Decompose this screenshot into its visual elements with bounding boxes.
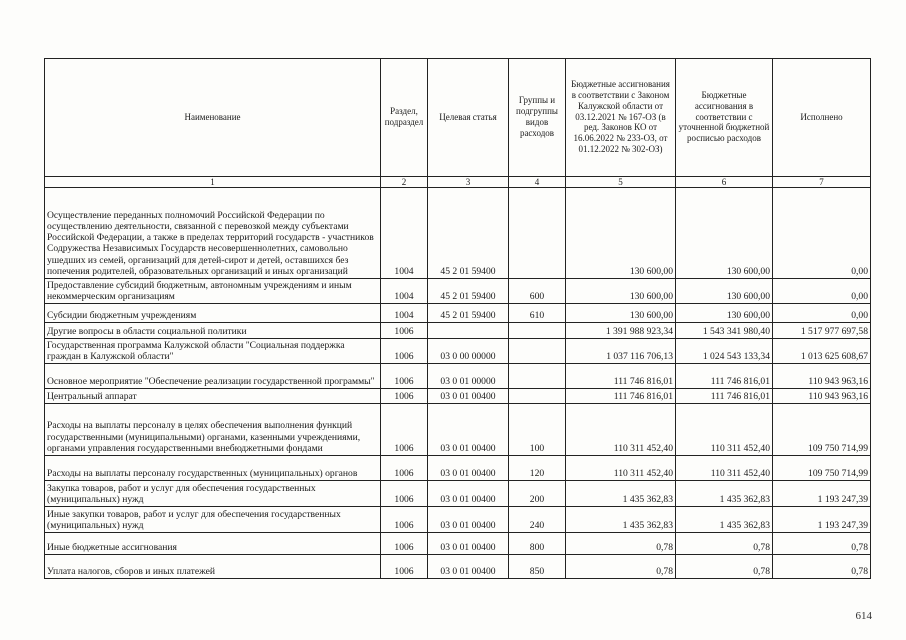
row-name: Иные бюджетные ассигнования: [45, 533, 381, 555]
row-section: 1004: [381, 188, 428, 279]
row-law-amount: 111 746 816,01: [566, 364, 676, 389]
header-target: Целевая статья: [428, 59, 509, 177]
table-row: [45, 304, 871, 323]
row-group: 610: [509, 304, 566, 323]
header-section: Раздел, подраздел: [381, 59, 428, 177]
row-section: 1006: [381, 456, 428, 481]
row-group: [509, 323, 566, 339]
row-target: 45 2 01 59400: [428, 188, 509, 279]
row-executed-amount: 0,78: [773, 555, 871, 579]
row-section: 1006: [381, 404, 428, 456]
column-number: 3: [428, 177, 509, 188]
column-number: 5: [566, 177, 676, 188]
column-number-row: [45, 177, 871, 188]
row-executed-amount: 0,78: [773, 533, 871, 555]
row-executed-amount: 1 193 247,39: [773, 481, 871, 507]
row-name: Другие вопросы в области социальной политики: [45, 323, 381, 339]
table-row: [45, 481, 871, 507]
row-group: 850: [509, 555, 566, 579]
row-executed-amount: 0,00: [773, 188, 871, 279]
row-target: 03 0 01 00000: [428, 364, 509, 389]
row-name: Субсидии бюджетным учреждениям: [45, 304, 381, 323]
header-groups: Группы и подгруппы видов расходов: [509, 59, 566, 177]
row-section: 1006: [381, 507, 428, 533]
row-section: 1006: [381, 323, 428, 339]
row-executed-amount: 109 750 714,99: [773, 456, 871, 481]
header-revised-allocations: Бюджетные ассигнования в соответствии с уточненной бюджетной росписью расходов: [676, 59, 773, 177]
row-revised-amount: 130 600,00: [676, 279, 773, 304]
row-section: 1006: [381, 364, 428, 389]
row-law-amount: 110 311 452,40: [566, 456, 676, 481]
row-law-amount: 0,78: [566, 555, 676, 579]
row-group: 200: [509, 481, 566, 507]
row-law-amount: 110 311 452,40: [566, 404, 676, 456]
table-row: [45, 339, 871, 364]
row-group: 120: [509, 456, 566, 481]
row-revised-amount: 1 543 341 980,40: [676, 323, 773, 339]
row-law-amount: 130 600,00: [566, 279, 676, 304]
column-number: 7: [773, 177, 871, 188]
row-target: [428, 323, 509, 339]
header-name: Наименование: [45, 59, 381, 177]
row-target: 03 0 01 00400: [428, 555, 509, 579]
row-executed-amount: 0,00: [773, 304, 871, 323]
row-revised-amount: 1 435 362,83: [676, 481, 773, 507]
row-section: 1004: [381, 279, 428, 304]
row-target: 45 2 01 59400: [428, 279, 509, 304]
column-number: 6: [676, 177, 773, 188]
table-row: [45, 404, 871, 456]
row-target: 03 0 01 00400: [428, 507, 509, 533]
column-number: 4: [509, 177, 566, 188]
row-name: Центральный аппарат: [45, 389, 381, 404]
header-executed: Исполнено: [773, 59, 871, 177]
row-target: 03 0 01 00400: [428, 481, 509, 507]
row-target: 03 0 01 00400: [428, 533, 509, 555]
table-row: [45, 389, 871, 404]
row-target: 03 0 01 00400: [428, 389, 509, 404]
page-number: 614: [855, 610, 872, 622]
row-section: 1006: [381, 389, 428, 404]
row-revised-amount: 1 024 543 133,34: [676, 339, 773, 364]
row-law-amount: 1 391 988 923,34: [566, 323, 676, 339]
row-executed-amount: 1 013 625 608,67: [773, 339, 871, 364]
table-row: [45, 456, 871, 481]
table-row: [45, 533, 871, 555]
row-name: Государственная программа Калужской области "Социальная поддержка граждан в Калужской области": [45, 339, 381, 364]
row-group: [509, 389, 566, 404]
row-group: 600: [509, 279, 566, 304]
row-executed-amount: 109 750 714,99: [773, 404, 871, 456]
table-row: [45, 364, 871, 389]
row-law-amount: 1 037 116 706,13: [566, 339, 676, 364]
row-revised-amount: 110 311 452,40: [676, 404, 773, 456]
row-target: 03 0 01 00400: [428, 456, 509, 481]
row-name: Уплата налогов, сборов и иных платежей: [45, 555, 381, 579]
row-revised-amount: 111 746 816,01: [676, 389, 773, 404]
row-executed-amount: 1 193 247,39: [773, 507, 871, 533]
row-group: [509, 364, 566, 389]
row-group: 100: [509, 404, 566, 456]
row-executed-amount: 110 943 963,16: [773, 389, 871, 404]
row-group: [509, 188, 566, 279]
row-revised-amount: 0,78: [676, 555, 773, 579]
row-section: 1006: [381, 339, 428, 364]
row-group: [509, 339, 566, 364]
row-revised-amount: 110 311 452,40: [676, 456, 773, 481]
row-section: 1004: [381, 304, 428, 323]
row-target: 45 2 01 59400: [428, 304, 509, 323]
row-executed-amount: 1 517 977 697,58: [773, 323, 871, 339]
table-header-row: [45, 59, 871, 177]
row-name: Расходы на выплаты персоналу государственных (муниципальных) органов: [45, 456, 381, 481]
column-number: 1: [45, 177, 381, 188]
row-group: 240: [509, 507, 566, 533]
row-executed-amount: 110 943 963,16: [773, 364, 871, 389]
row-law-amount: 0,78: [566, 533, 676, 555]
row-revised-amount: 130 600,00: [676, 304, 773, 323]
row-section: 1006: [381, 533, 428, 555]
table-row: [45, 507, 871, 533]
column-number: 2: [381, 177, 428, 188]
row-law-amount: 130 600,00: [566, 304, 676, 323]
row-target: 03 0 00 00000: [428, 339, 509, 364]
table-row: [45, 279, 871, 304]
row-law-amount: 1 435 362,83: [566, 507, 676, 533]
row-group: 800: [509, 533, 566, 555]
row-name: Предоставление субсидий бюджетным, автономным учреждениям и иным некоммерческим организациям: [45, 279, 381, 304]
row-law-amount: 111 746 816,01: [566, 389, 676, 404]
row-target: 03 0 01 00400: [428, 404, 509, 456]
row-revised-amount: 0,78: [676, 533, 773, 555]
row-name: Осуществление переданных полномочий Российской Федерации по осуществлению деятельности, связанной с перевозкой между субъектами Российской Федерации, а также в пределах территорий государств - участников Содружества Независимых Государств несовершеннолетних, самовольно ушедших из семей, организаций для детей-сирот и детей, оставшихся без попечения родителей, образовательных организаций и иных организаций: [45, 188, 381, 279]
row-name: Основное мероприятие "Обеспечение реализации государственной программы": [45, 364, 381, 389]
row-name: Расходы на выплаты персоналу в целях обеспечения выполнения функций государственными (муниципальными) органами, казенными учреждениями, органами управления государственными внебюджетными фондами: [45, 404, 381, 456]
table-row: [45, 323, 871, 339]
row-revised-amount: 130 600,00: [676, 188, 773, 279]
table-row: [45, 188, 871, 279]
row-revised-amount: 111 746 816,01: [676, 364, 773, 389]
budget-table: [44, 58, 871, 579]
row-law-amount: 1 435 362,83: [566, 481, 676, 507]
row-name: Закупка товаров, работ и услуг для обеспечения государственных (муниципальных) нужд: [45, 481, 381, 507]
row-law-amount: 130 600,00: [566, 188, 676, 279]
row-section: 1006: [381, 481, 428, 507]
row-executed-amount: 0,00: [773, 279, 871, 304]
row-revised-amount: 1 435 362,83: [676, 507, 773, 533]
row-name: Иные закупки товаров, работ и услуг для обеспечения государственных (муниципальных) нужд: [45, 507, 381, 533]
table-row: [45, 555, 871, 579]
row-section: 1006: [381, 555, 428, 579]
header-law-allocations: Бюджетные ассигнования в соответствии с Законом Калужской области от 03.12.2021 № 167-ОЗ (в ред. Законов КО от 16.06.2022 № 233-ОЗ, от 01.12.2022 № 302-ОЗ): [566, 59, 676, 177]
